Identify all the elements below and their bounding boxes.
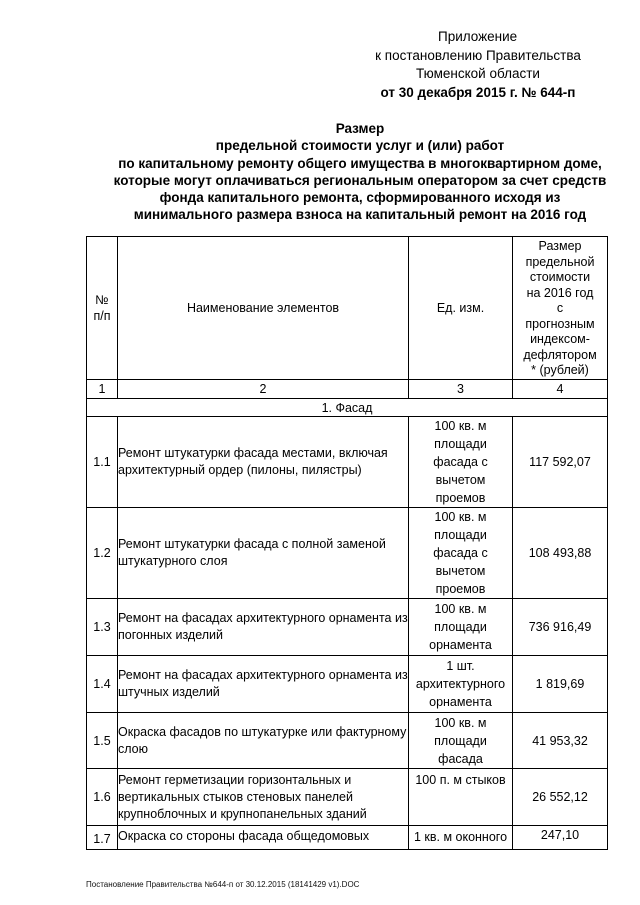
title-line-1: Размер (335, 121, 385, 136)
row-unit: 1 кв. м оконного (409, 826, 513, 850)
header-price: Размер предельной стоимости на 2016 год с прогнозным индексом- дефлятором * (рублей) (513, 237, 608, 380)
row-number: 1.4 (87, 656, 118, 713)
row-name: Ремонт штукатурки фасада местами, включая архитектурный ордер (пилоны, пилястры) (118, 417, 409, 508)
column-index: 1 (87, 380, 118, 399)
table-header-row (87, 237, 608, 380)
header-num: № п/п (87, 237, 118, 380)
row-name: Ремонт герметизации горизонтальных и вертикальных стыков стеновых панелей крупноблочных и крупнопанельных зданий (118, 769, 409, 826)
title-line-4: которые могут оплачиваться региональным оператором за счет средств (113, 172, 607, 188)
row-number: 1.5 (87, 713, 118, 769)
table-row (87, 599, 608, 656)
appendix-label: Приложение (438, 29, 518, 44)
column-index-row (87, 380, 608, 399)
header-unit: Ед. изм. (409, 237, 513, 380)
row-price: 41 953,32 (513, 713, 608, 769)
table-row (87, 508, 608, 599)
column-index: 2 (118, 380, 409, 399)
appendix-decree: к постановлению Правительства (375, 47, 581, 63)
row-number: 1.6 (87, 769, 118, 826)
row-price: 26 552,12 (513, 769, 608, 826)
title-line-6: минимального размера взноса на капитальный ремонт на 2016 год (133, 207, 587, 223)
section-row (87, 399, 608, 417)
title-line-5: фонда капитального ремонта, сформированного исходя из (159, 190, 561, 206)
row-name: Окраска фасадов по штукатурке или фактурному слою (118, 713, 409, 769)
table-row (87, 713, 608, 769)
column-index: 3 (409, 380, 513, 399)
row-unit: 100 п. м стыков (409, 769, 513, 826)
row-number: 1.2 (87, 508, 118, 599)
appendix-header (358, 28, 598, 102)
row-name: Ремонт штукатурки фасада с полной заменой штукатурного слоя (118, 508, 409, 599)
table-row (87, 656, 608, 713)
row-unit: 100 кв. м площади орнамента (409, 599, 513, 656)
document-title (60, 120, 640, 224)
row-unit: 100 кв. м площади фасада (409, 713, 513, 769)
row-unit: 100 кв. м площади фасада с вычетом проемов (409, 508, 513, 599)
appendix-date: от 30 декабря 2015 г. № 644-п (380, 84, 576, 100)
price-table (86, 236, 608, 850)
row-price: 736 916,49 (513, 599, 608, 656)
column-index: 4 (513, 380, 608, 399)
table-row (87, 417, 608, 508)
row-number: 1.7 (87, 826, 118, 850)
row-price: 247,10 (513, 826, 608, 850)
header-name: Наименование элементов (118, 237, 409, 380)
appendix-region: Тюменской области (416, 66, 540, 81)
row-unit: 100 кв. м площади фасада с вычетом проемов (409, 417, 513, 508)
file-footer: Постановление Правительства №644-п от 30.12.2015 (18141429 v1).DOC (86, 880, 360, 889)
row-number: 1.3 (87, 599, 118, 656)
row-price: 108 493,88 (513, 508, 608, 599)
row-unit: 1 шт. архитектурного орнамента (409, 656, 513, 713)
table-row (87, 769, 608, 826)
row-name: Ремонт на фасадах архитектурного орнамента из погонных изделий (118, 599, 409, 656)
table-row (87, 826, 608, 850)
title-line-2: предельной стоимости услуг и (или) работ (215, 138, 505, 154)
row-price: 117 592,07 (513, 417, 608, 508)
row-name: Окраска со стороны фасада общедомовых (118, 826, 409, 850)
row-name: Ремонт на фасадах архитектурного орнамента из штучных изделий (118, 656, 409, 713)
section-title: 1. Фасад (87, 399, 608, 417)
row-number: 1.1 (87, 417, 118, 508)
title-line-3: по капитальному ремонту общего имущества в многоквартирном доме, (118, 155, 602, 171)
row-price: 1 819,69 (513, 656, 608, 713)
